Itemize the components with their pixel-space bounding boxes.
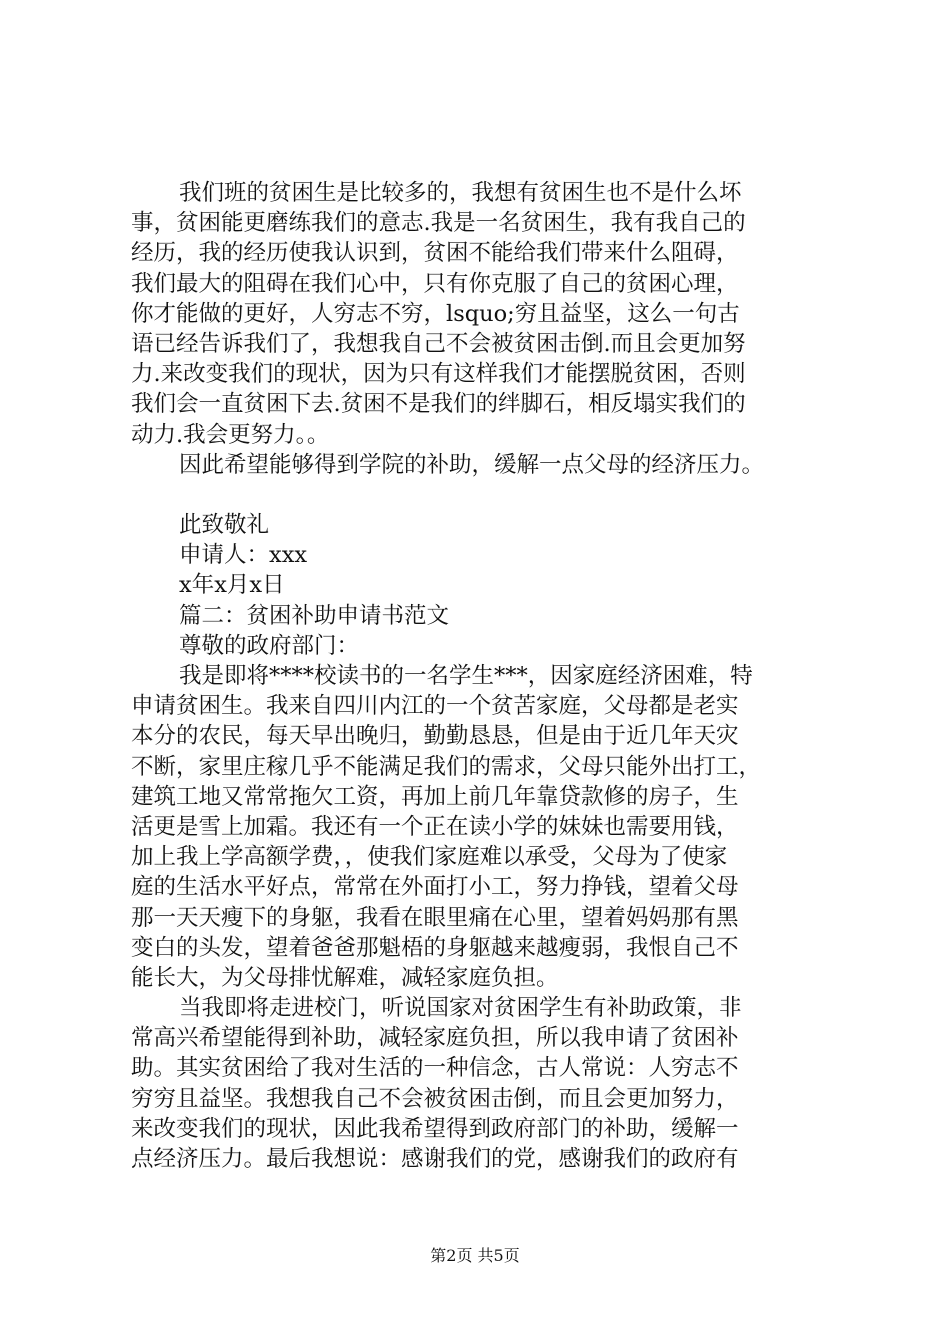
paragraph-line: 建筑工地又常常拖欠工资，再加上前几年靠贷款修的房子，生	[131, 783, 739, 810]
paragraph-line: 事，贫困能更磨练我们的意志.我是一名贫困生，我有我自己的	[131, 210, 746, 237]
paragraph-line: 本分的农民，每天早出晚归，勤勤恳恳，但是由于近几年天灾	[131, 723, 739, 750]
paragraph-line: 不断，家里庄稼几乎不能满足我们的需求，父母只能外出打工，	[131, 753, 762, 780]
paragraph-line: 当我即将走进校门，听说国家对贫困学生有补助政策，非	[179, 995, 742, 1022]
paragraph-line: 动力.我会更努力。。	[131, 421, 330, 448]
paragraph-line: 能长大，为父母排忧解难，减轻家庭负担。	[131, 964, 559, 991]
section-heading: 篇二：贫困补助申请书范文	[179, 602, 450, 629]
paragraph-line: 那一天天瘦下的身躯，我看在眼里痛在心里，望着妈妈那有黑	[131, 904, 739, 931]
paragraph-line: 变白的头发，望着爸爸那魁梧的身躯越来越瘦弱，我恨自己不	[131, 934, 739, 961]
page-number-footer: 第2页 共5页	[430, 1246, 520, 1265]
applicant-line: 申请人：xxx	[179, 542, 308, 569]
closing-salutation: 此致敬礼	[179, 512, 270, 539]
paragraph-line: 加上我上学高额学费，，使我们家庭难以承受，父母为了使家	[131, 844, 728, 871]
paragraph-line: 常高兴希望能得到补助，减轻家庭负担，所以我申请了贫困补	[131, 1025, 739, 1052]
paragraph-line: 我是即将****校读书的一名学生***，因家庭经济困难，特	[179, 663, 753, 689]
paragraph-line: 你才能做的更好，人穷志不穷，lsquo;穷且益坚，这么一句古	[131, 300, 740, 327]
paragraph-line: 因此希望能够得到学院的补助，缓解一点父母的经济压力。	[179, 451, 765, 478]
paragraph-line: 语已经告诉我们了，我想我自己不会被贫困击倒.而且会更加努	[131, 330, 746, 357]
paragraph-line: 助。其实贫困给了我对生活的一种信念，古人常说：人穷志不	[131, 1055, 739, 1082]
greeting-line: 尊敬的政府部门：	[179, 632, 360, 659]
paragraph-line: 穷穷且益坚。我想我自己不会被贫困击倒，而且会更加努力，	[131, 1085, 739, 1112]
paragraph-line: 力.来改变我们的现状，因为只有这样我们才能摆脱贫困，否则	[131, 361, 746, 388]
paragraph-line: 点经济压力。最后我想说：感谢我们的党，感谢我们的政府有	[131, 1146, 739, 1172]
document-body	[131, 178, 831, 1174]
paragraph-line: 活更是雪上加霜。我还有一个正在读小学的妹妹也需要用钱，	[131, 813, 739, 840]
paragraph-line: 我们会一直贫困下去.贫困不是我们的绊脚石，相反塌实我们的	[131, 391, 746, 418]
paragraph-line: 庭的生活水平好点，常常在外面打小工，努力挣钱，望着父母	[131, 874, 739, 901]
paragraph-line: 我们班的贫困生是比较多的，我想有贫困生也不是什么坏	[179, 180, 742, 206]
paragraph-line: 我们最大的阻碍在我们心中，只有你克服了自己的贫困心理，	[131, 270, 739, 297]
paragraph-line: 经历，我的经历使我认识到，贫困不能给我们带来什么阻碍，	[131, 240, 739, 267]
paragraph-line: 申请贫困生。我来自四川内江的一个贫苦家庭，父母都是老实	[131, 693, 739, 720]
blank-line	[131, 480, 831, 510]
date-line: x年x月x日	[179, 572, 285, 599]
paragraph-line: 来改变我们的现状，因此我希望得到政府部门的补助，缓解一	[131, 1115, 739, 1142]
